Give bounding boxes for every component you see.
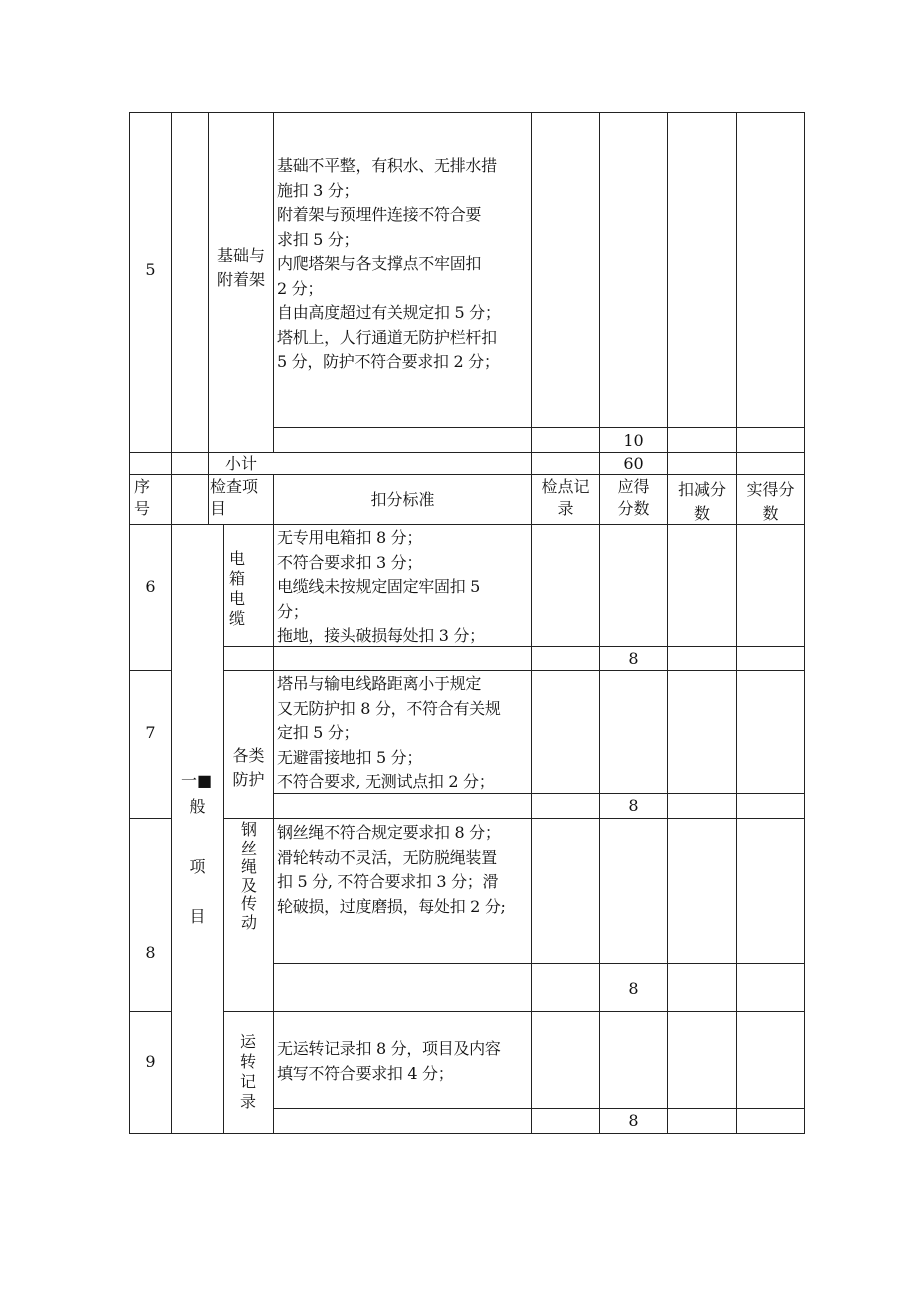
- grid-line: [129, 1011, 172, 1012]
- row-item: 电 箱 电 缆: [228, 549, 245, 628]
- row-score: 10: [623, 431, 644, 450]
- table-border-top: [129, 112, 805, 113]
- row-seq: 6: [145, 577, 156, 596]
- grid-line: [599, 524, 600, 1134]
- grid-line: [599, 112, 600, 474]
- grid-line: [667, 112, 668, 474]
- row-seq: 5: [145, 260, 156, 279]
- grid-line: [171, 474, 172, 525]
- row-score: 8: [628, 796, 639, 815]
- row-criteria: 无专用电箱扣 8 分； 不符合要求扣 3 分； 电缆线未按规定固定牢固扣 5 分； 拖地，接头破损每处扣 3 分；: [277, 528, 485, 645]
- grid-line: [736, 112, 737, 474]
- header-should-score: 应得 分数: [617, 477, 650, 518]
- row-seq: 7: [145, 723, 156, 742]
- row-item: 钢 丝 绳 及 传 动: [240, 820, 257, 932]
- grid-line: [129, 670, 172, 671]
- row-score: 8: [628, 649, 639, 668]
- header-record: 检点记 录: [541, 477, 590, 518]
- header-item: 检查项 目: [210, 477, 259, 518]
- grid-line: [208, 474, 209, 525]
- group-label-mid: 般: [189, 797, 206, 816]
- header-deduct-score: 扣减分 数: [677, 480, 726, 523]
- grid-line: [736, 524, 737, 1134]
- group-label-top: 一■: [181, 771, 213, 790]
- row-seq: 8: [145, 943, 156, 962]
- subtotal-score: 60: [623, 454, 644, 473]
- row-score: 8: [628, 1111, 639, 1130]
- group-label-b: 目: [189, 907, 206, 926]
- grid-line: [223, 818, 805, 819]
- row-score: 8: [628, 979, 639, 998]
- table-border-right: [804, 112, 805, 1134]
- header-criteria: 扣分标准: [370, 490, 435, 509]
- header-actual-score: 实得分 数: [746, 480, 795, 523]
- subtotal-label: 小计: [224, 454, 257, 473]
- table-border-bottom: [129, 1133, 805, 1134]
- grid-line: [667, 524, 668, 1134]
- row-seq: 9: [145, 1052, 156, 1071]
- row-criteria: 无运转记录扣 8 分，项目及内容 填写不符合要求扣 4 分；: [277, 1039, 501, 1083]
- grid-line: [223, 524, 224, 1134]
- header-seq: 序 号: [134, 477, 151, 518]
- grid-line: [223, 1011, 805, 1012]
- grid-line: [223, 670, 805, 671]
- grid-line: [171, 524, 172, 1134]
- grid-line: [208, 112, 209, 474]
- row-criteria: 钢丝绳不符合规定要求扣 8 分； 滑轮转动不灵活，无防脱绳装置 扣 5 分, 不符合要求扣 3 分；滑 轮破损，过度磨损，每处扣 2 分;: [277, 823, 506, 916]
- grid-line: [273, 1108, 805, 1109]
- grid-line: [129, 818, 172, 819]
- row-item: 各类 防护: [232, 746, 265, 789]
- grid-line: [273, 963, 805, 964]
- row-criteria: 塔吊与输电线路距离小于规定 又无防护扣 8 分，不符合有关规 定扣 5 分； 无避雷接地扣 5 分； 不符合要求, 无测试点扣 2 分；: [277, 674, 501, 791]
- grid-line: [171, 112, 172, 474]
- row-criteria: 基础不平整，有积水、无排水措 施扣 3 分； 附着架与预埋件连接不符合要 求扣 5 分； 内爬塔架与各支撑点不牢固扣 2 分； 自由高度超过有关规定扣 5 分； 塔机上，人行通道无防护栏杆扣 5 分，防护不符合要求扣 2 分；: [277, 156, 501, 371]
- grid-line: [273, 524, 274, 1134]
- row-item: 基础与 附着架: [216, 246, 265, 289]
- grid-line: [273, 427, 805, 428]
- row-item: 运 转 记 录: [239, 1032, 256, 1111]
- group-label-a: 项: [189, 857, 206, 876]
